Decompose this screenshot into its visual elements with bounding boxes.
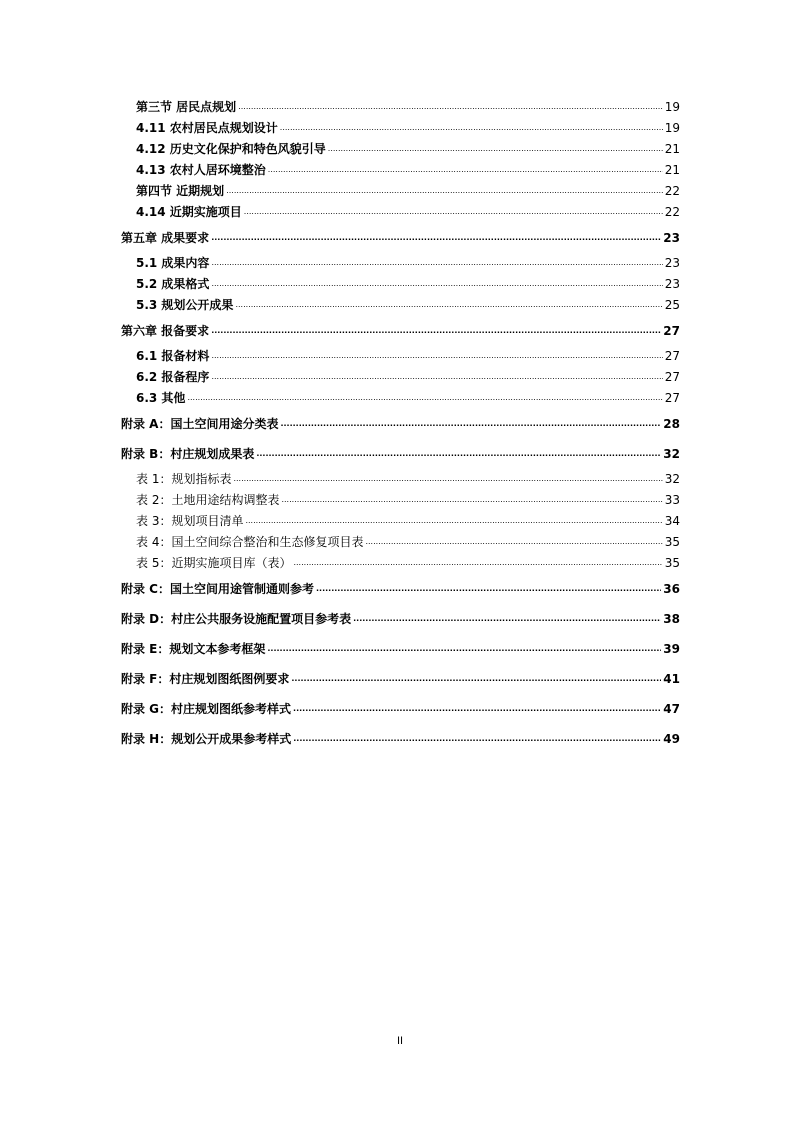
toc-entry[interactable]: [121, 181, 680, 202]
toc-entry-page: 47: [663, 702, 680, 716]
toc-entry-page: 21: [664, 142, 680, 156]
toc-entry-label: 第五章 成果要求: [121, 231, 210, 245]
dot-leader: [291, 662, 661, 694]
dot-leader: [226, 179, 663, 201]
toc-entry-page: 35: [664, 535, 680, 549]
toc-entry-label: 第六章 报备要求: [121, 324, 210, 338]
toc-entry[interactable]: [121, 118, 680, 139]
toc-entry-label: 6.2 报备程序: [136, 370, 210, 384]
toc-entry[interactable]: [121, 97, 680, 118]
toc-entry-page: 33: [664, 493, 680, 507]
toc-entry-label: 表 2：土地用途结构调整表: [136, 493, 280, 507]
toc-entry-page: 34: [664, 514, 680, 528]
toc-entry-label: 表 1：规划指标表: [136, 472, 232, 486]
toc-appendix-entry[interactable]: [121, 574, 680, 604]
toc-appendix-entry[interactable]: [121, 664, 680, 694]
toc-entry-page: 27: [664, 349, 680, 363]
toc-table-entry[interactable]: [121, 490, 680, 511]
toc-entry-label: 第四节 近期规划: [136, 184, 225, 198]
toc-chapter-entry[interactable]: [121, 223, 680, 253]
toc-entry-page: 21: [664, 163, 680, 177]
toc-entry-page: 19: [664, 121, 680, 135]
dot-leader: [316, 572, 661, 604]
toc-entry-label: 6.1 报备材料: [136, 349, 210, 363]
toc-entry-page: 36: [663, 582, 680, 596]
dot-leader: [281, 488, 662, 510]
toc-entry-label: 6.3 其他: [136, 391, 186, 405]
toc-entry-page: 39: [663, 642, 680, 656]
dot-leader: [235, 293, 662, 315]
toc-entry[interactable]: [121, 274, 680, 295]
toc-entry-label: 5.3 规划公开成果: [136, 298, 234, 312]
toc-appendix-entry[interactable]: [121, 694, 680, 724]
toc-entry-label: 4.14 近期实施项目: [136, 205, 242, 219]
toc-entry-page: 27: [664, 391, 680, 405]
toc-entry-label: 第三节 居民点规划: [136, 100, 237, 114]
dot-leader: [293, 551, 662, 573]
toc-table-entry[interactable]: [121, 553, 680, 574]
toc-appendix-entry[interactable]: [121, 634, 680, 664]
toc-entry[interactable]: [121, 346, 680, 367]
toc-table-entry[interactable]: [121, 469, 680, 490]
toc-entry[interactable]: [121, 295, 680, 316]
toc-entry-label: 表 3：规划项目清单: [136, 514, 244, 528]
dot-leader: [365, 530, 662, 552]
toc-entry-label: 附录 D：村庄公共服务设施配置项目参考表: [121, 612, 352, 626]
toc-entry-label: 附录 C：国土空间用途管制通则参考: [121, 582, 314, 596]
toc-appendix-entry[interactable]: [121, 604, 680, 634]
toc-entry-label: 表 5：近期实施项目库（表）: [136, 556, 292, 570]
toc-entry-label: 附录 A：国土空间用途分类表: [121, 417, 279, 431]
dot-leader: [211, 365, 662, 387]
toc-entry-page: 23: [663, 231, 680, 245]
toc-entry-label: 附录 E：规划文本参考框架: [121, 642, 266, 656]
toc-entry-label: 4.12 历史文化保护和特色风貌引导: [136, 142, 326, 156]
dot-leader: [211, 251, 662, 273]
toc-appendix-entry[interactable]: [121, 724, 680, 754]
toc-entry-label: 4.13 农村人居环境整治: [136, 163, 266, 177]
toc-entry-page: 32: [663, 447, 680, 461]
toc-entry-page: 19: [664, 100, 680, 114]
toc-entry-label: 4.11 农村居民点规划设计: [136, 121, 278, 135]
dot-leader: [328, 137, 663, 159]
dot-leader: [353, 602, 661, 634]
toc-entry-page: 23: [664, 256, 680, 270]
toc-entry-page: 25: [664, 298, 680, 312]
toc-entry-page: 22: [664, 205, 680, 219]
dot-leader: [256, 437, 661, 469]
toc-entry[interactable]: [121, 253, 680, 274]
toc-entry[interactable]: [121, 388, 680, 409]
toc-entry-page: 27: [663, 324, 680, 338]
dot-leader: [211, 272, 662, 294]
dot-leader: [238, 95, 663, 117]
dot-leader: [211, 314, 661, 346]
toc-appendix-entry[interactable]: [121, 439, 680, 469]
toc-entry-page: 23: [664, 277, 680, 291]
toc-entry-label: 附录 F：村庄规划图纸图例要求: [121, 672, 290, 686]
toc-entry[interactable]: [121, 139, 680, 160]
dot-leader: [187, 386, 662, 408]
toc-entry-page: 28: [663, 417, 680, 431]
toc-entry[interactable]: [121, 160, 680, 181]
toc-entry-label: 附录 G：村庄规划图纸参考样式: [121, 702, 292, 716]
dot-leader: [245, 509, 662, 531]
toc-entry[interactable]: [121, 202, 680, 223]
toc-entry-page: 35: [664, 556, 680, 570]
dot-leader: [280, 407, 661, 439]
toc-chapter-entry[interactable]: [121, 316, 680, 346]
toc-entry[interactable]: [121, 367, 680, 388]
toc-entry-label: 5.2 成果格式: [136, 277, 210, 291]
dot-leader: [293, 722, 661, 754]
toc-appendix-entry[interactable]: [121, 409, 680, 439]
toc-entry-page: 27: [664, 370, 680, 384]
dot-leader: [211, 344, 662, 366]
toc-entry-label: 表 4：国土空间综合整治和生态修复项目表: [136, 535, 364, 549]
toc-entry-label: 附录 H：规划公开成果参考样式: [121, 732, 292, 746]
toc-entry-page: 22: [664, 184, 680, 198]
toc-entry-page: 41: [663, 672, 680, 686]
toc-entry-label: 附录 B：村庄规划成果表: [121, 447, 255, 461]
dot-leader: [267, 632, 661, 664]
toc-entry-page: 38: [663, 612, 680, 626]
dot-leader: [280, 116, 663, 138]
page-number: II: [396, 1035, 404, 1047]
dot-leader: [244, 200, 663, 222]
toc-entry-label: 5.1 成果内容: [136, 256, 210, 270]
toc-table-entry[interactable]: [121, 532, 680, 553]
table-of-contents: [121, 97, 680, 754]
dot-leader: [293, 692, 661, 724]
toc-entry-page: 49: [663, 732, 680, 746]
dot-leader: [233, 467, 662, 489]
dot-leader: [268, 158, 663, 180]
toc-table-entry[interactable]: [121, 511, 680, 532]
dot-leader: [211, 221, 661, 253]
toc-entry-page: 32: [664, 472, 680, 486]
